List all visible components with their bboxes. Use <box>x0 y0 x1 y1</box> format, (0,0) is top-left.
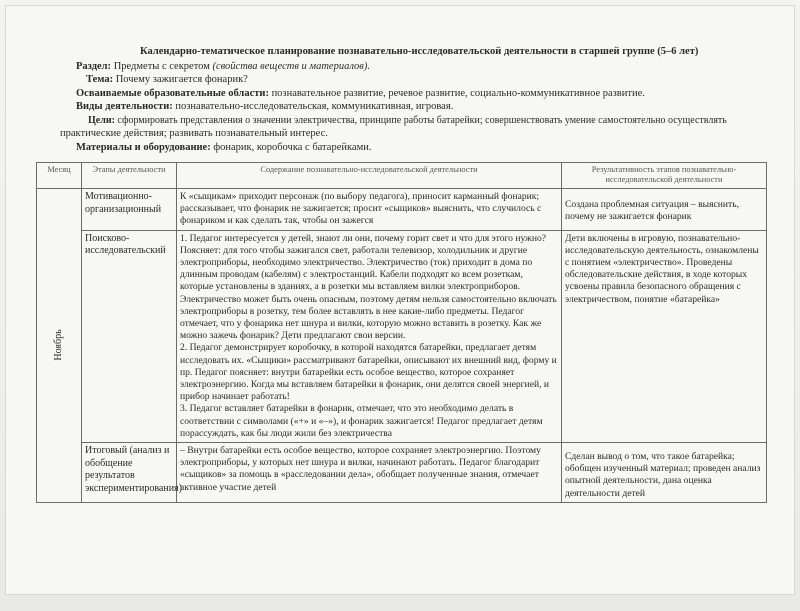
month-label: Ноябрь <box>52 329 64 362</box>
col-header-content: Содержание познавательно-исследовательской деятельности <box>177 163 562 189</box>
content-cell: К «сыщикам» приходит персонаж (по выбору педагога), приносит карманный фонарик; рассказывает, что фонарик не зажигается; просит «сыщиков» выяснить, что случилось с фонариком и как сделать так, чтобы он зажегся <box>177 189 562 231</box>
table-row <box>37 189 767 231</box>
areas-label: Осваиваемые образовательные области: <box>76 88 269 99</box>
table-row <box>37 230 767 442</box>
stage-cell: Мотивационно-организационный <box>82 189 177 231</box>
stage-cell: Поисково-исследовательский <box>82 230 177 442</box>
materials-value: фонарик, коробочка с батарейками. <box>213 142 372 153</box>
activities-line <box>76 100 453 113</box>
content-paragraph: 2. Педагог демонстрирует коробочку, в которой находятся батарейки, предлагает детям исследовать их. «Сыщики» рассматривают батарейки, описывают их внешний вид, форму и пр. Педагог поясняет: внутри батарейки есть особое вещество, которое сохраняет электроэнергию. Когда мы вставляем батарейки в фонарик, они делятся своей энергией, и прибор начинает работать! <box>180 342 557 403</box>
goals-line <box>88 114 727 127</box>
areas-value: познавательное развитие, речевое развитие, социально-коммуникативное развитие. <box>271 88 645 99</box>
section-label: Раздел: <box>76 61 112 72</box>
activities-value: познавательно-исследовательская, коммуникативная, игровая. <box>175 101 454 112</box>
theme-line <box>86 73 248 86</box>
table-row <box>37 443 767 503</box>
theme-label: Тема: <box>86 74 114 85</box>
goals-label: Цели: <box>88 115 115 126</box>
materials-label: Материалы и оборудование: <box>76 142 211 153</box>
content-paragraph: 3. Педагог вставляет батарейки в фонарик, отмечает, что это необходимо делать в соответствии с символами («+» и «–»), и фонарик зажигается! Педагог предлагает детям порассуждать, как бы люди жили без электричества <box>180 403 543 439</box>
result-cell: Дети включены в игровую, познавательно-исследовательскую деятельность, ознакомлены с понятием «электричество». Проведены обследовательские действия, в ходе которых усвоены правила безопасного обращения с электричеством, понятие «батарейка» <box>562 230 767 442</box>
areas-line <box>76 87 645 100</box>
table-header-row <box>37 163 767 189</box>
section-value: Предметы с секретом <box>113 61 210 72</box>
stage-cell: Итоговый (анализ и обобщение результатов экспериментирования) <box>82 443 177 503</box>
col-header-month: Месяц <box>37 163 82 189</box>
col-header-result: Результативность этапов познавательно-исследовательской деятельности <box>562 163 767 189</box>
section-note: (свойства веществ и материалов). <box>212 61 370 72</box>
theme-value: Почему зажигается фонарик? <box>115 74 248 85</box>
planning-table <box>36 162 767 503</box>
section-line <box>76 60 370 73</box>
col-header-stages: Этапы деятельности <box>82 163 177 189</box>
content-cell <box>177 230 562 442</box>
document-title: Календарно-тематическое планирование познавательно-исследовательской деятельности в старшей группе (5–6 лет) <box>140 46 699 57</box>
activities-label: Виды деятельности: <box>76 101 173 112</box>
content-cell: – Внутри батарейки есть особое вещество, которое сохраняет электроэнергию. Поэтому электроприборы, у которых нет шнура и вилки, начинают работать. Педагог благодарит «сыщиков» за помощь в «расследовании дела», обобщает полученные знания, отмечает активное участие детей <box>177 443 562 503</box>
content-paragraph: 1. Педагог интересуется у детей, знают ли они, почему горит свет и что для этого нужно? Поясняет: для того чтобы зажигался свет, работали телевизор, холодильник и другие электроприборы, необходимо электричество. Электричество (ток) приходит в дома по длинным проводам (кабелям) с электростанций. Кабели подходят ко всем розеткам, которые установлены в зданиях, а в розетки мы вставляем вилки электроприборов. Электричество может быть очень опасным, поэтому детям нельзя самостоятельно включать электроприборы в розетку, тем более вставлять в нее какие-либо предметы. Педагог отмечает, что у фонарика нет шнура и вилки, которую можно вставить в розетку. Как же можно зажечь фонарик? Дети предлагают свои версии. <box>180 232 557 342</box>
goals-value-1: сформировать представления о значении электричества, принципе работы батарейки; совершенствовать умение самостоятельно осуществлять <box>117 115 727 126</box>
goals-value-2: практические действия; развивать познавательный интерес. <box>60 128 328 139</box>
materials-line <box>76 141 371 154</box>
result-cell: Создана проблемная ситуация – выяснить, почему не зажигается фонарик <box>562 189 767 231</box>
month-cell <box>37 189 82 503</box>
result-cell: Сделан вывод о том, что такое батарейка; обобщен изученный материал; проведен анализ опытной деятельности, дана оценка деятельности детей <box>562 443 767 503</box>
